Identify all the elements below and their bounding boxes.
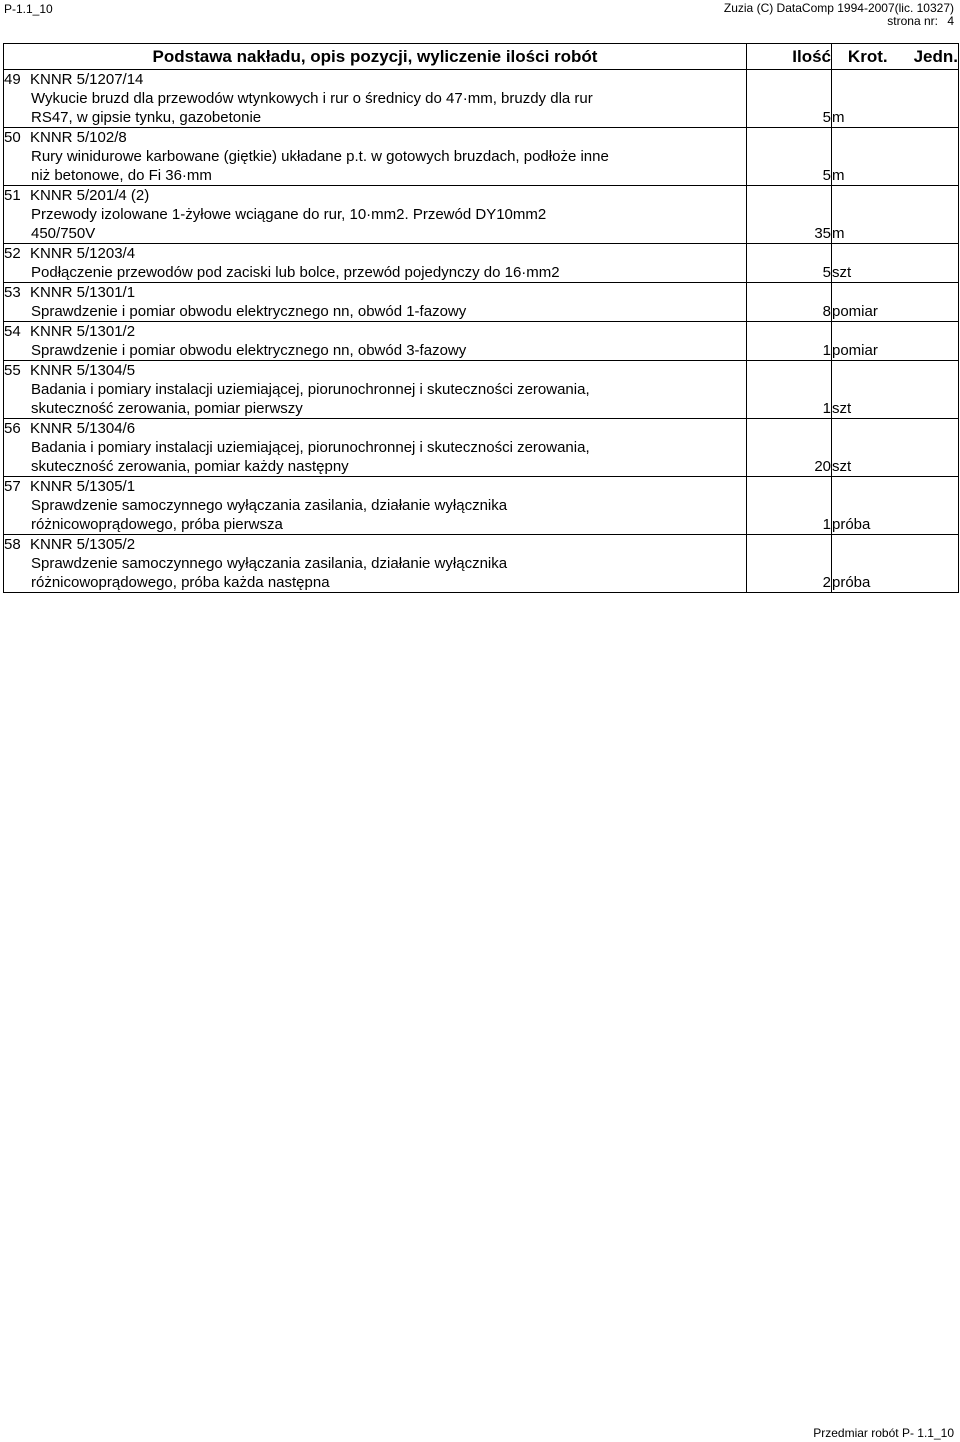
position-code: KNNR 5/1301/2 <box>30 323 136 340</box>
unit-cell: próba <box>832 535 959 593</box>
table-row <box>4 535 959 593</box>
quantity-cell: 5 <box>747 128 832 186</box>
table-row <box>4 244 959 283</box>
position-description-line: Przewody izolowane 1-żyłowe wciągane do rur, 10·mm2. Przewód DY10mm2 <box>31 206 547 223</box>
position-description-line: 450/750V <box>31 225 96 242</box>
position-description-line: Sprawdzenie i pomiar obwodu elektrycznego nn, obwód 1-fazowy <box>31 303 467 320</box>
quantity-cell: 2 <box>747 535 832 593</box>
position-number: 50 <box>4 129 21 146</box>
position-header <box>4 419 746 438</box>
column-header-krot-unit <box>832 44 959 70</box>
quantity-cell: 5 <box>747 244 832 283</box>
unit-cell: pomiar <box>832 322 959 361</box>
position-code: KNNR 5/1305/2 <box>30 536 136 553</box>
position-number: 49 <box>4 71 21 88</box>
position-header <box>4 477 746 496</box>
position-description-cell <box>4 128 747 186</box>
unit-cell: m <box>832 128 959 186</box>
position-header <box>4 244 746 263</box>
table-row <box>4 186 959 244</box>
table-header-row <box>4 44 959 70</box>
table-row <box>4 477 959 535</box>
position-number: 58 <box>4 536 21 553</box>
position-number: 56 <box>4 420 21 437</box>
position-code: KNNR 5/1305/1 <box>30 478 136 495</box>
table-row <box>4 419 959 477</box>
software-license: Zuzia (C) DataComp 1994-2007(lic. 10327) <box>723 1 954 15</box>
quantity-cell: 1 <box>747 477 832 535</box>
position-header <box>4 186 746 205</box>
position-description-cell <box>4 70 747 128</box>
position-description-cell <box>4 322 747 361</box>
position-number: 52 <box>4 245 21 262</box>
position-description-line: niż betonowe, do Fi 36·mm <box>31 167 212 184</box>
document-code: P-1.1_10 <box>4 2 53 16</box>
position-number: 51 <box>4 187 21 204</box>
position-description-line: Podłączenie przewodów pod zaciski lub bolce, przewód pojedynczy do 16·mm2 <box>31 264 560 281</box>
position-code: KNNR 5/102/8 <box>30 129 127 146</box>
column-header-quantity: Ilość <box>747 44 832 70</box>
position-description-line: Sprawdzenie i pomiar obwodu elektrycznego nn, obwód 3-fazowy <box>31 342 467 359</box>
position-header <box>4 322 746 341</box>
position-description-cell <box>4 361 747 419</box>
footer-label: Przedmiar robót P- 1.1_10 <box>813 1426 954 1440</box>
position-header <box>4 535 746 554</box>
page-number: 4 <box>947 14 954 28</box>
position-description-line: Wykucie bruzd dla przewodów wtynkowych i rur o średnicy do 47·mm, bruzdy dla rur <box>31 90 593 107</box>
page-label: strona nr: <box>887 14 938 28</box>
position-code: KNNR 5/1203/4 <box>30 245 136 262</box>
quantity-cell: 8 <box>747 283 832 322</box>
quantity-cell: 35 <box>747 186 832 244</box>
unit-cell: m <box>832 186 959 244</box>
cost-estimate-table <box>3 43 959 593</box>
position-header <box>4 283 746 302</box>
position-description-line: Badania i pomiary instalacji uziemiającej, piorunochronnej i skuteczności zerowania, <box>31 381 590 398</box>
unit-cell: m <box>832 70 959 128</box>
table-row <box>4 283 959 322</box>
position-number: 55 <box>4 362 21 379</box>
unit-cell: próba <box>832 477 959 535</box>
table-row <box>4 322 959 361</box>
column-header-krot: Krot. <box>847 46 888 66</box>
unit-cell: szt <box>832 361 959 419</box>
quantity-cell: 1 <box>747 361 832 419</box>
position-description-line: Rury winidurowe karbowane (giętkie) układane p.t. w gotowych bruzdach, podłoże inne <box>31 148 609 165</box>
position-code: KNNR 5/1207/14 <box>30 71 144 88</box>
table-row <box>4 128 959 186</box>
table-body <box>4 70 959 593</box>
position-description-cell <box>4 419 747 477</box>
quantity-cell: 5 <box>747 70 832 128</box>
quantity-cell: 1 <box>747 322 832 361</box>
position-code: KNNR 5/1304/5 <box>30 362 136 379</box>
position-number: 53 <box>4 284 21 301</box>
position-header <box>4 70 746 89</box>
unit-cell: szt <box>832 244 959 283</box>
software-info <box>724 2 954 28</box>
quantity-cell: 20 <box>747 419 832 477</box>
position-description-line: różnicowoprądowego, próba pierwsza <box>31 516 283 533</box>
position-description-line: skuteczność zerowania, pomiar każdy następny <box>31 458 349 475</box>
position-description-line: RS47, w gipsie tynku, gazobetonie <box>31 109 262 126</box>
position-header <box>4 128 746 147</box>
position-description-cell <box>4 186 747 244</box>
position-description-cell <box>4 535 747 593</box>
table-row <box>4 361 959 419</box>
position-description-line: Sprawdzenie samoczynnego wyłączania zasilania, działanie wyłącznika <box>31 497 508 514</box>
unit-cell: szt <box>832 419 959 477</box>
table-row <box>4 70 959 128</box>
position-number: 54 <box>4 323 21 340</box>
column-header-description: Podstawa nakładu, opis pozycji, wyliczenie ilości robót <box>4 44 747 70</box>
position-description-cell <box>4 283 747 322</box>
position-number: 57 <box>4 478 21 495</box>
position-description-line: skuteczność zerowania, pomiar pierwszy <box>31 400 303 417</box>
position-code: KNNR 5/1301/1 <box>30 284 136 301</box>
position-description-line: różnicowoprądowego, próba każda następna <box>31 574 330 591</box>
position-description-cell <box>4 477 747 535</box>
unit-cell: pomiar <box>832 283 959 322</box>
position-description-cell <box>4 244 747 283</box>
column-header-unit: Jedn. <box>913 46 958 66</box>
position-code: KNNR 5/201/4 (2) <box>30 187 150 204</box>
position-description-line: Badania i pomiary instalacji uziemiającej, piorunochronnej i skuteczności zerowania, <box>31 439 590 456</box>
position-header <box>4 361 746 380</box>
position-description-line: Sprawdzenie samoczynnego wyłączania zasilania, działanie wyłącznika <box>31 555 508 572</box>
page-indicator <box>724 15 954 28</box>
position-code: KNNR 5/1304/6 <box>30 420 136 437</box>
